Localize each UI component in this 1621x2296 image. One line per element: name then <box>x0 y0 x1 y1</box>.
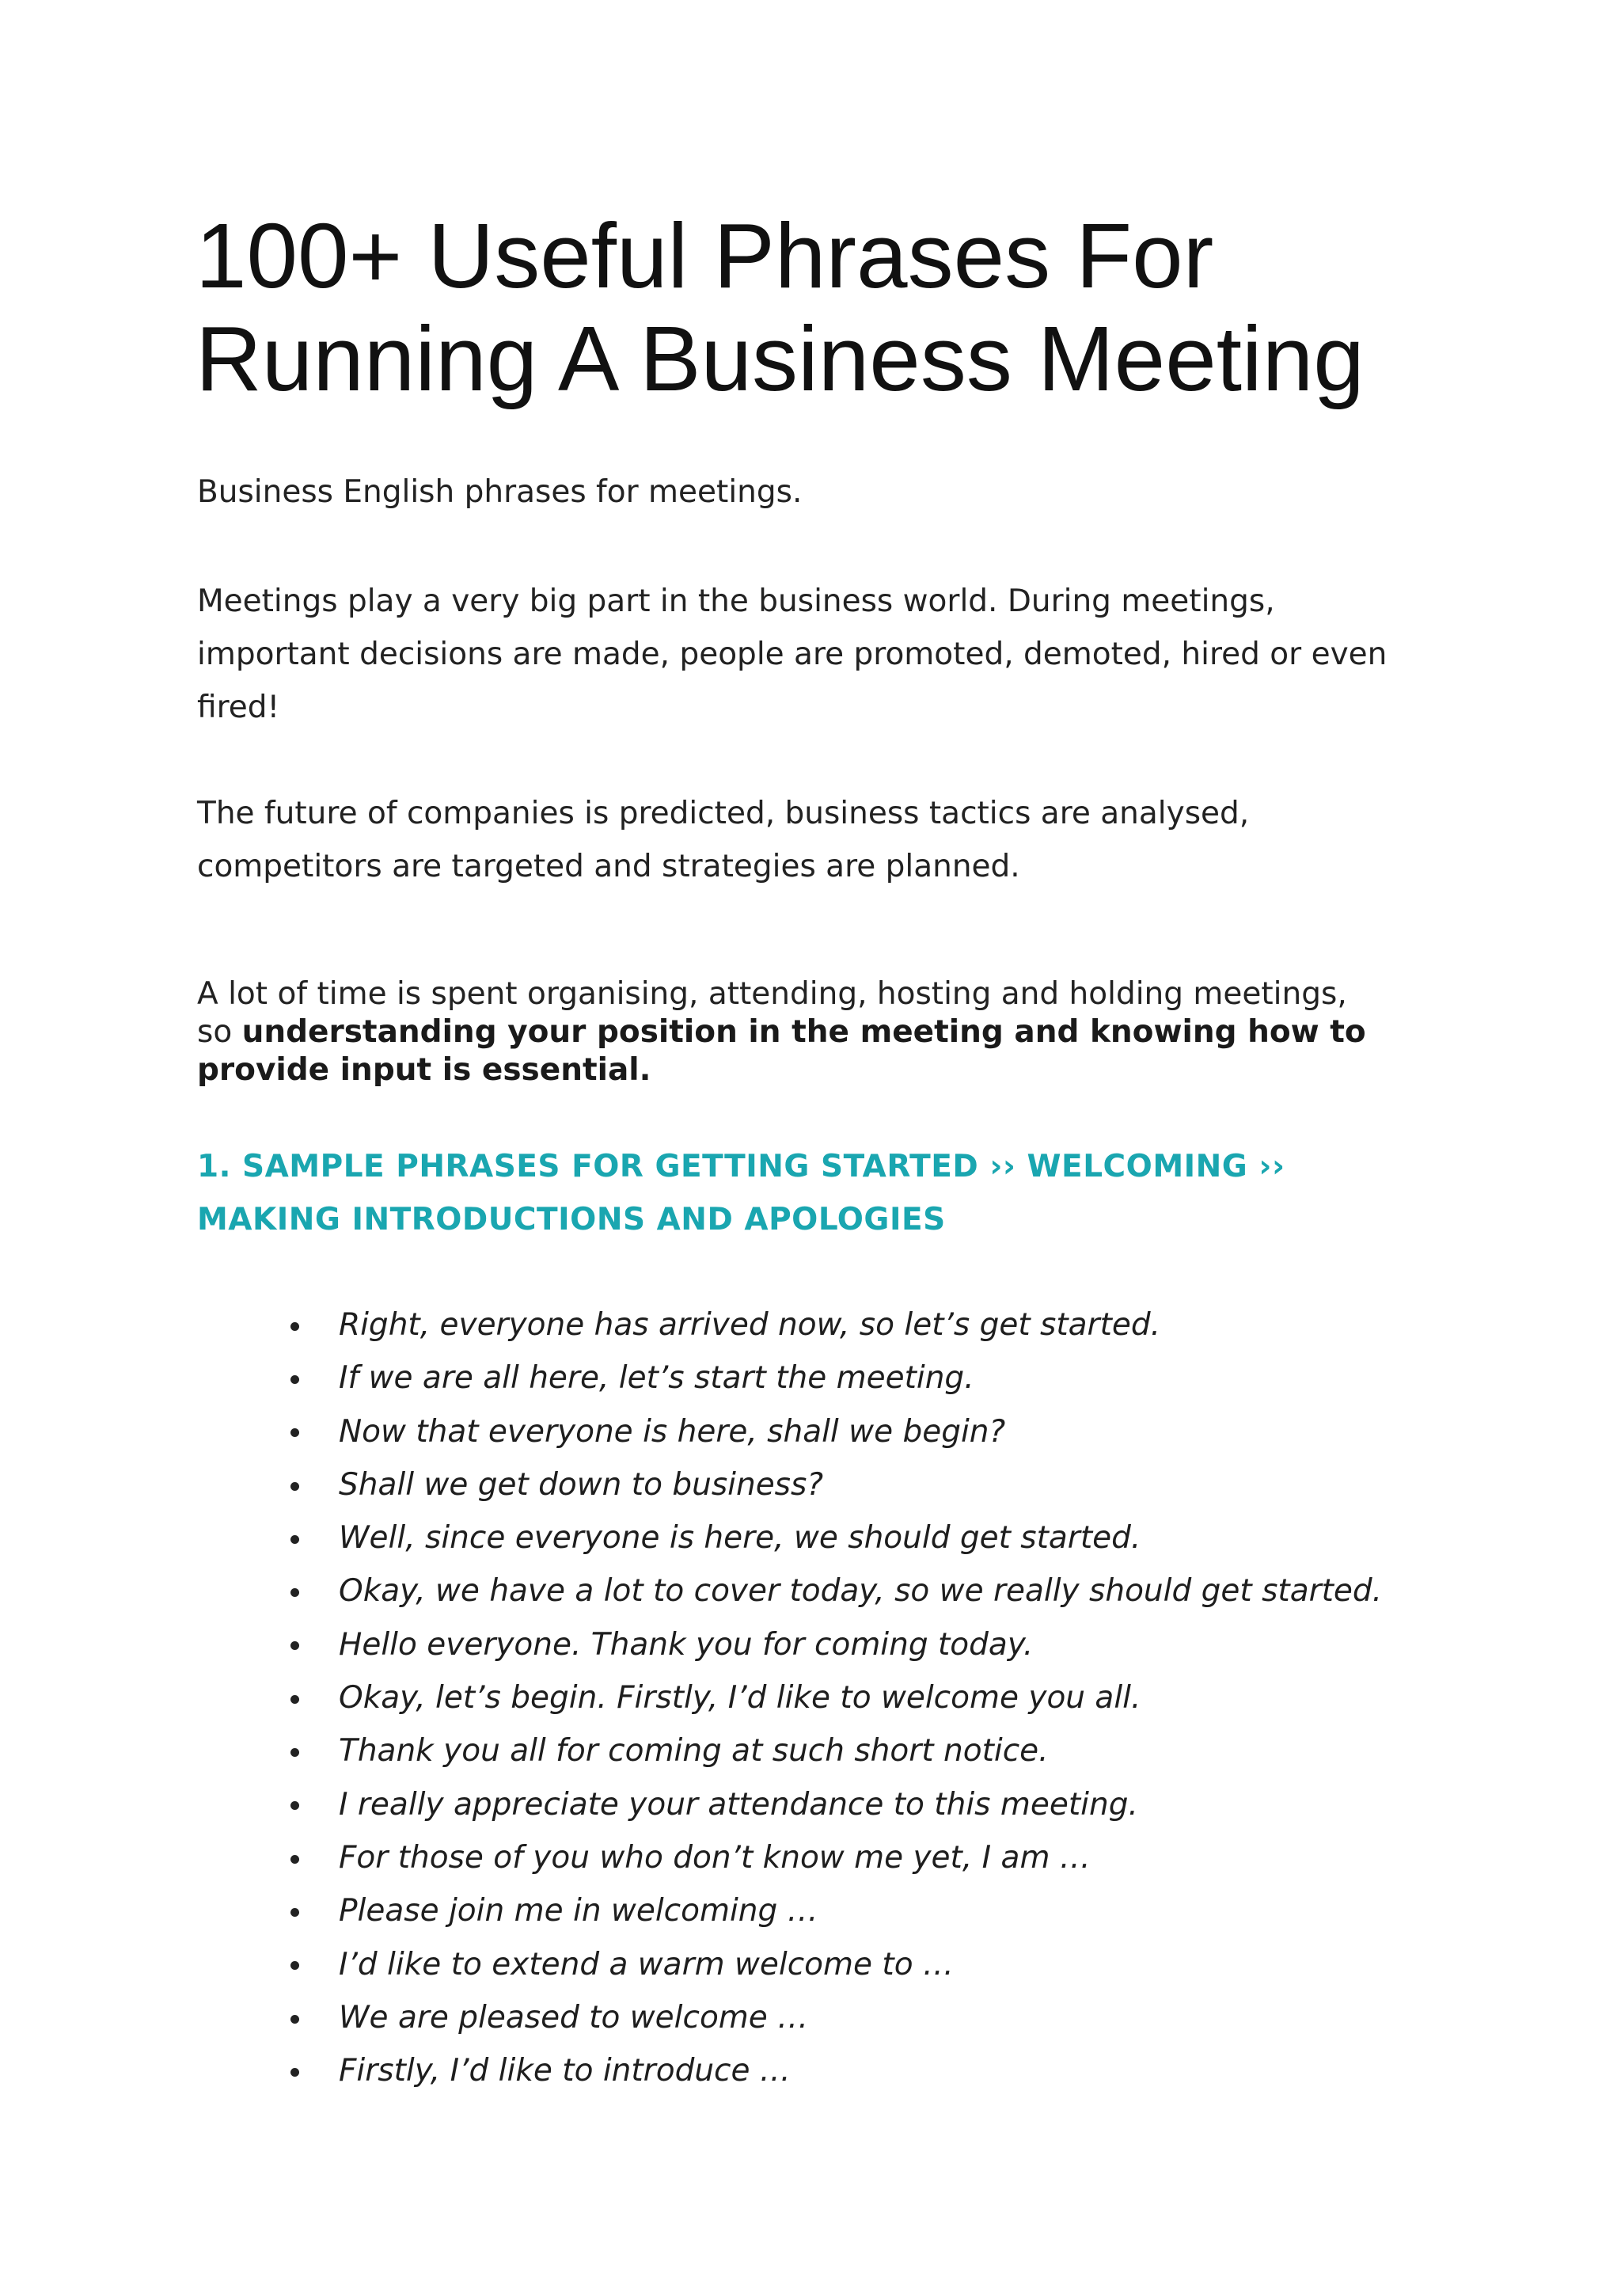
subtitle: Business English phrases for meetings. <box>197 474 803 510</box>
phrase-text: If we are all here, let’s start the meeting. <box>339 1360 974 1397</box>
paragraph-line: fired! <box>197 690 280 725</box>
phrase-item <box>287 1991 1382 2044</box>
bullet-icon <box>290 2068 299 2077</box>
phrase-item <box>287 1298 1382 1351</box>
phrase-list <box>287 1298 1382 2097</box>
paragraph-prefix: so <box>197 1014 242 1050</box>
intro-paragraph-3 <box>197 975 1440 1089</box>
phrase-text: Shall we get down to business? <box>339 1466 824 1503</box>
page-title <box>196 204 1430 410</box>
bullet-icon <box>290 1535 299 1544</box>
phrase-text: Thank you all for coming at such short notice. <box>339 1733 1049 1770</box>
bullet-icon <box>290 1695 299 1704</box>
emphasis-text: provide input is essential. <box>197 1052 651 1088</box>
bullet-icon <box>290 1801 299 1810</box>
phrase-text: I’d like to extend a warm welcome to … <box>339 1946 954 1982</box>
bullet-icon <box>290 2015 299 2024</box>
phrase-item <box>287 1724 1382 1777</box>
bullet-icon <box>290 1482 299 1491</box>
phrase-item <box>287 2044 1382 2097</box>
bullet-icon <box>290 1641 299 1650</box>
bullet-icon <box>290 1428 299 1437</box>
intro-paragraph-2 <box>197 787 1440 893</box>
phrase-text: I really appreciate your attendance to this meeting. <box>339 1786 1138 1823</box>
phrase-text: Firstly, I’d like to introduce … <box>339 2053 791 2089</box>
phrase-item <box>287 1511 1382 1564</box>
bullet-icon <box>290 1961 299 1970</box>
section-heading <box>197 1140 1285 1246</box>
phrase-text: We are pleased to welcome … <box>339 1999 809 2036</box>
phrase-text: Right, everyone has arrived now, so let’s get started. <box>339 1307 1161 1343</box>
paragraph-line <box>197 1013 1440 1051</box>
phrase-item <box>287 1564 1382 1617</box>
phrase-text: Okay, we have a lot to cover today, so we really should get started. <box>339 1573 1383 1610</box>
intro-paragraph-1 <box>197 575 1440 734</box>
paragraph-line: A lot of time is spent organising, attending, hosting and holding meetings, <box>197 976 1347 1012</box>
paragraph-line: Meetings play a very big part in the business world. During meetings, <box>197 584 1275 619</box>
phrase-text: Now that everyone is here, shall we begin? <box>339 1413 1006 1450</box>
phrase-item <box>287 1884 1382 1937</box>
paragraph-line: competitors are targeted and strategies are planned. <box>197 849 1020 884</box>
section-heading-line: 1. SAMPLE PHRASES FOR GETTING STARTED ›› WELCOMING ›› <box>197 1149 1285 1184</box>
paragraph-line: important decisions are made, people are promoted, demoted, hired or even <box>197 637 1388 672</box>
phrase-item <box>287 1778 1382 1831</box>
phrase-item <box>287 1938 1382 1991</box>
phrase-item <box>287 1351 1382 1405</box>
emphasis-text: understanding your position in the meeting and knowing how to <box>241 1014 1366 1050</box>
phrase-text: Hello everyone. Thank you for coming today. <box>339 1626 1034 1663</box>
phrase-text: Well, since everyone is here, we should get started. <box>339 1520 1141 1557</box>
phrase-item <box>287 1458 1382 1511</box>
phrase-text: For those of you who don’t know me yet, I am … <box>339 1839 1091 1876</box>
phrase-item <box>287 1405 1382 1458</box>
section-heading-line: MAKING INTRODUCTIONS AND APOLOGIES <box>197 1202 946 1237</box>
phrase-text: Okay, let’s begin. Firstly, I’d like to welcome you all. <box>339 1680 1141 1716</box>
phrase-text: Please join me in welcoming … <box>339 1893 818 1929</box>
title-line-2: Running A Business Meeting <box>196 307 1365 410</box>
bullet-icon <box>290 1855 299 1864</box>
phrase-item <box>287 1618 1382 1671</box>
bullet-icon <box>290 1375 299 1384</box>
phrase-item <box>287 1831 1382 1884</box>
phrase-item <box>287 1671 1382 1724</box>
bullet-icon <box>290 1588 299 1597</box>
paragraph-line: The future of companies is predicted, business tactics are analysed, <box>197 796 1250 831</box>
bullet-icon <box>290 1322 299 1331</box>
bullet-icon <box>290 1748 299 1757</box>
title-line-1: 100+ Useful Phrases For <box>196 204 1214 307</box>
bullet-icon <box>290 1908 299 1917</box>
